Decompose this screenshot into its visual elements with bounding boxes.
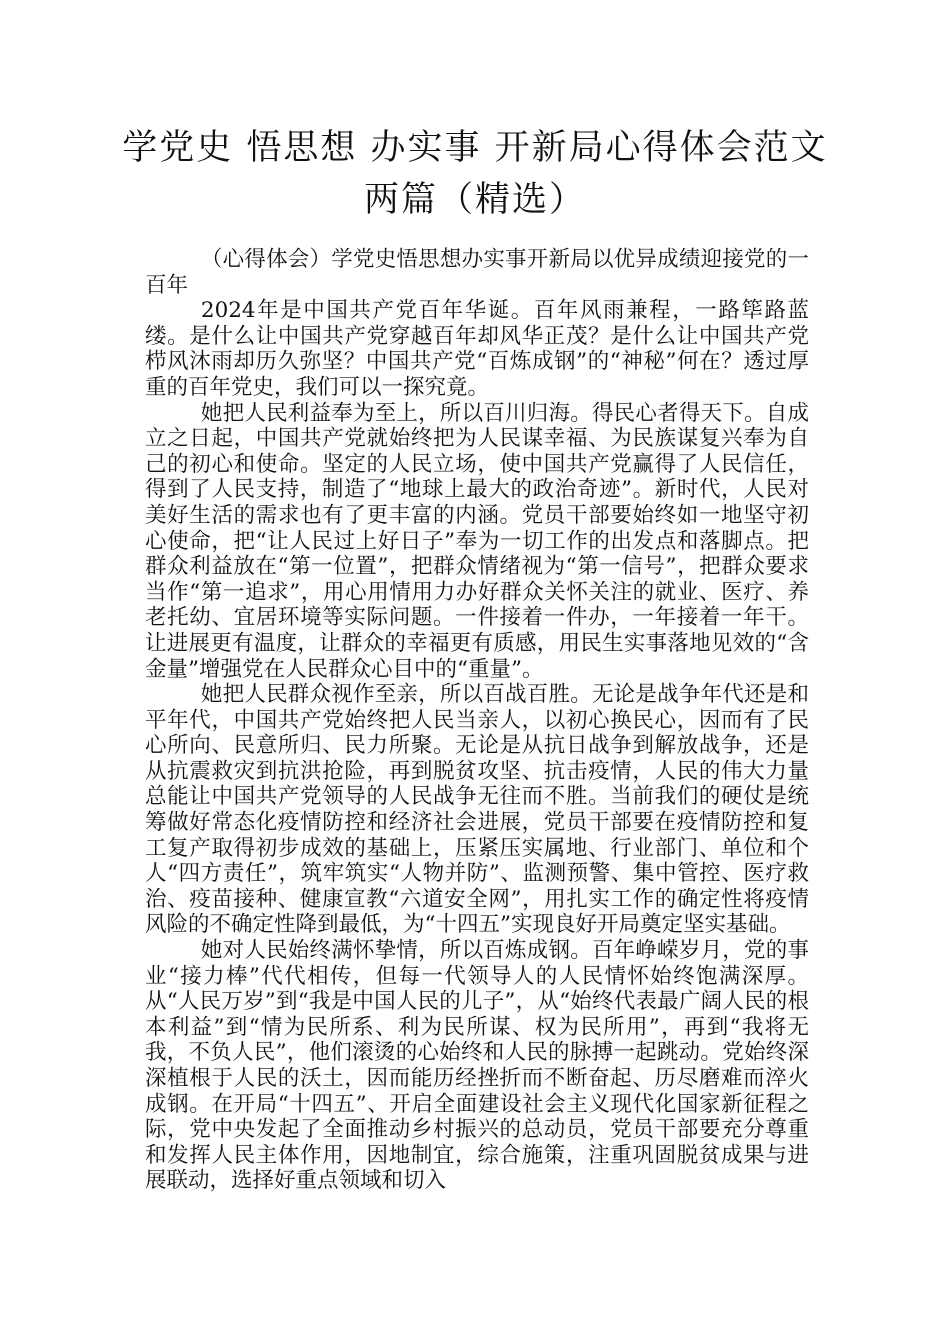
paragraph-subtitle: （心得体会）学党史悟思想办实事开新局以优异成绩迎接党的一百年 [145,247,809,298]
paragraph: 她把人民利益奉为至上，所以百川归海。得民心者得天下。自成立之日起，中国共产党就始终把为人民谋幸福、为民族谋复兴奉为自己的初心和使命。坚定的人民立场，使中国共产党赢得了人民信任，得到了人民支持，制造了“地球上最大的政治奇迹”。新时代，人民对美好生活的需求也有了更丰富的内涵。党员干部要始终如一地坚守初心使命，把“让人民过上好日子”奉为一切工作的出发点和落脚点。把群众利益放在“第一位置”，把群众情绪视为“第一信号”，把群众要求当作“第一追求”，用心用情用力办好群众关怀关注的就业、医疗、养老托幼、宜居环境等实际问题。一件接着一件办，一年接着一年干。让进展更有温度，让群众的幸福更有质感，用民生实事落地见效的“含金量”增强党在人民群众心目中的“重量”。 [145,400,810,682]
paragraph: 她把人民群众视作至亲，所以百战百胜。无论是战争年代还是和平年代，中国共产党始终把人民当亲人，以初心换民心，因而有了民心所向、民意所归、民力所聚。无论是从抗日战争到解放战争，还是从抗震救灾到抗洪抢险，再到脱贫攻坚、抗击疫情，人民的伟大力量总能让中国共产党领导的人民战争无往而不胜。当前我们的硬仗是统筹做好常态化疫情防控和经济社会进展，党员干部要在疫情防控和复工复产取得初步成效的基础上，压紧压实属地、行业部门、单位和个人“四方责任”，筑牢筑实“人物并防”、监测预警、集中管控、医疗救治、疫苗接种、健康宣教“六道安全网”，用扎实工作的确定性将疫情风险的不确定性降到最低，为“十四五”实现良好开局奠定坚实基础。 [145,682,809,938]
document-title: 学党史 悟思想 办实事 开新局心得体会范文两篇（精选） [122,128,828,220]
paragraph: 她对人民始终满怀挚情，所以百炼成钢。百年峥嵘岁月，党的事业“接力棒”代代相传，但每一代领导人的人民情怀始终饱满深厚。从“人民万岁”到“我是中国人民的儿子”，从“始终代表最广阔人民的根本利益”到“情为民所系、利为民所谋、权为民所用”，再到“我将无我，不负人民”，他们滚烫的心始终和人民的脉搏一起跳动。党始终深深植根于人民的沃土，因而能历经挫折而不断奋起、历尽磨难而淬火成钢。在开局“十四五”、开启全面建设社会主义现代化国家新征程之际，党中央发起了全面推动乡村振兴的总动员，党员干部要充分尊重和发挥人民主体作用，因地制宜，综合施策，注重巩固脱贫成果与进展联动，选择好重点领域和切入 [145,938,809,1194]
document-body [145,247,809,1194]
paragraph: 2024年是中国共产党百年华诞。百年风雨兼程，一路筚路蓝缕。是什么让中国共产党穿越百年却风华正茂？是什么让中国共产党栉风沐雨却历久弥坚？中国共产党“百炼成钢”的“神秘”何在？透过厚重的百年党史，我们可以一探究竟。 [145,298,810,400]
